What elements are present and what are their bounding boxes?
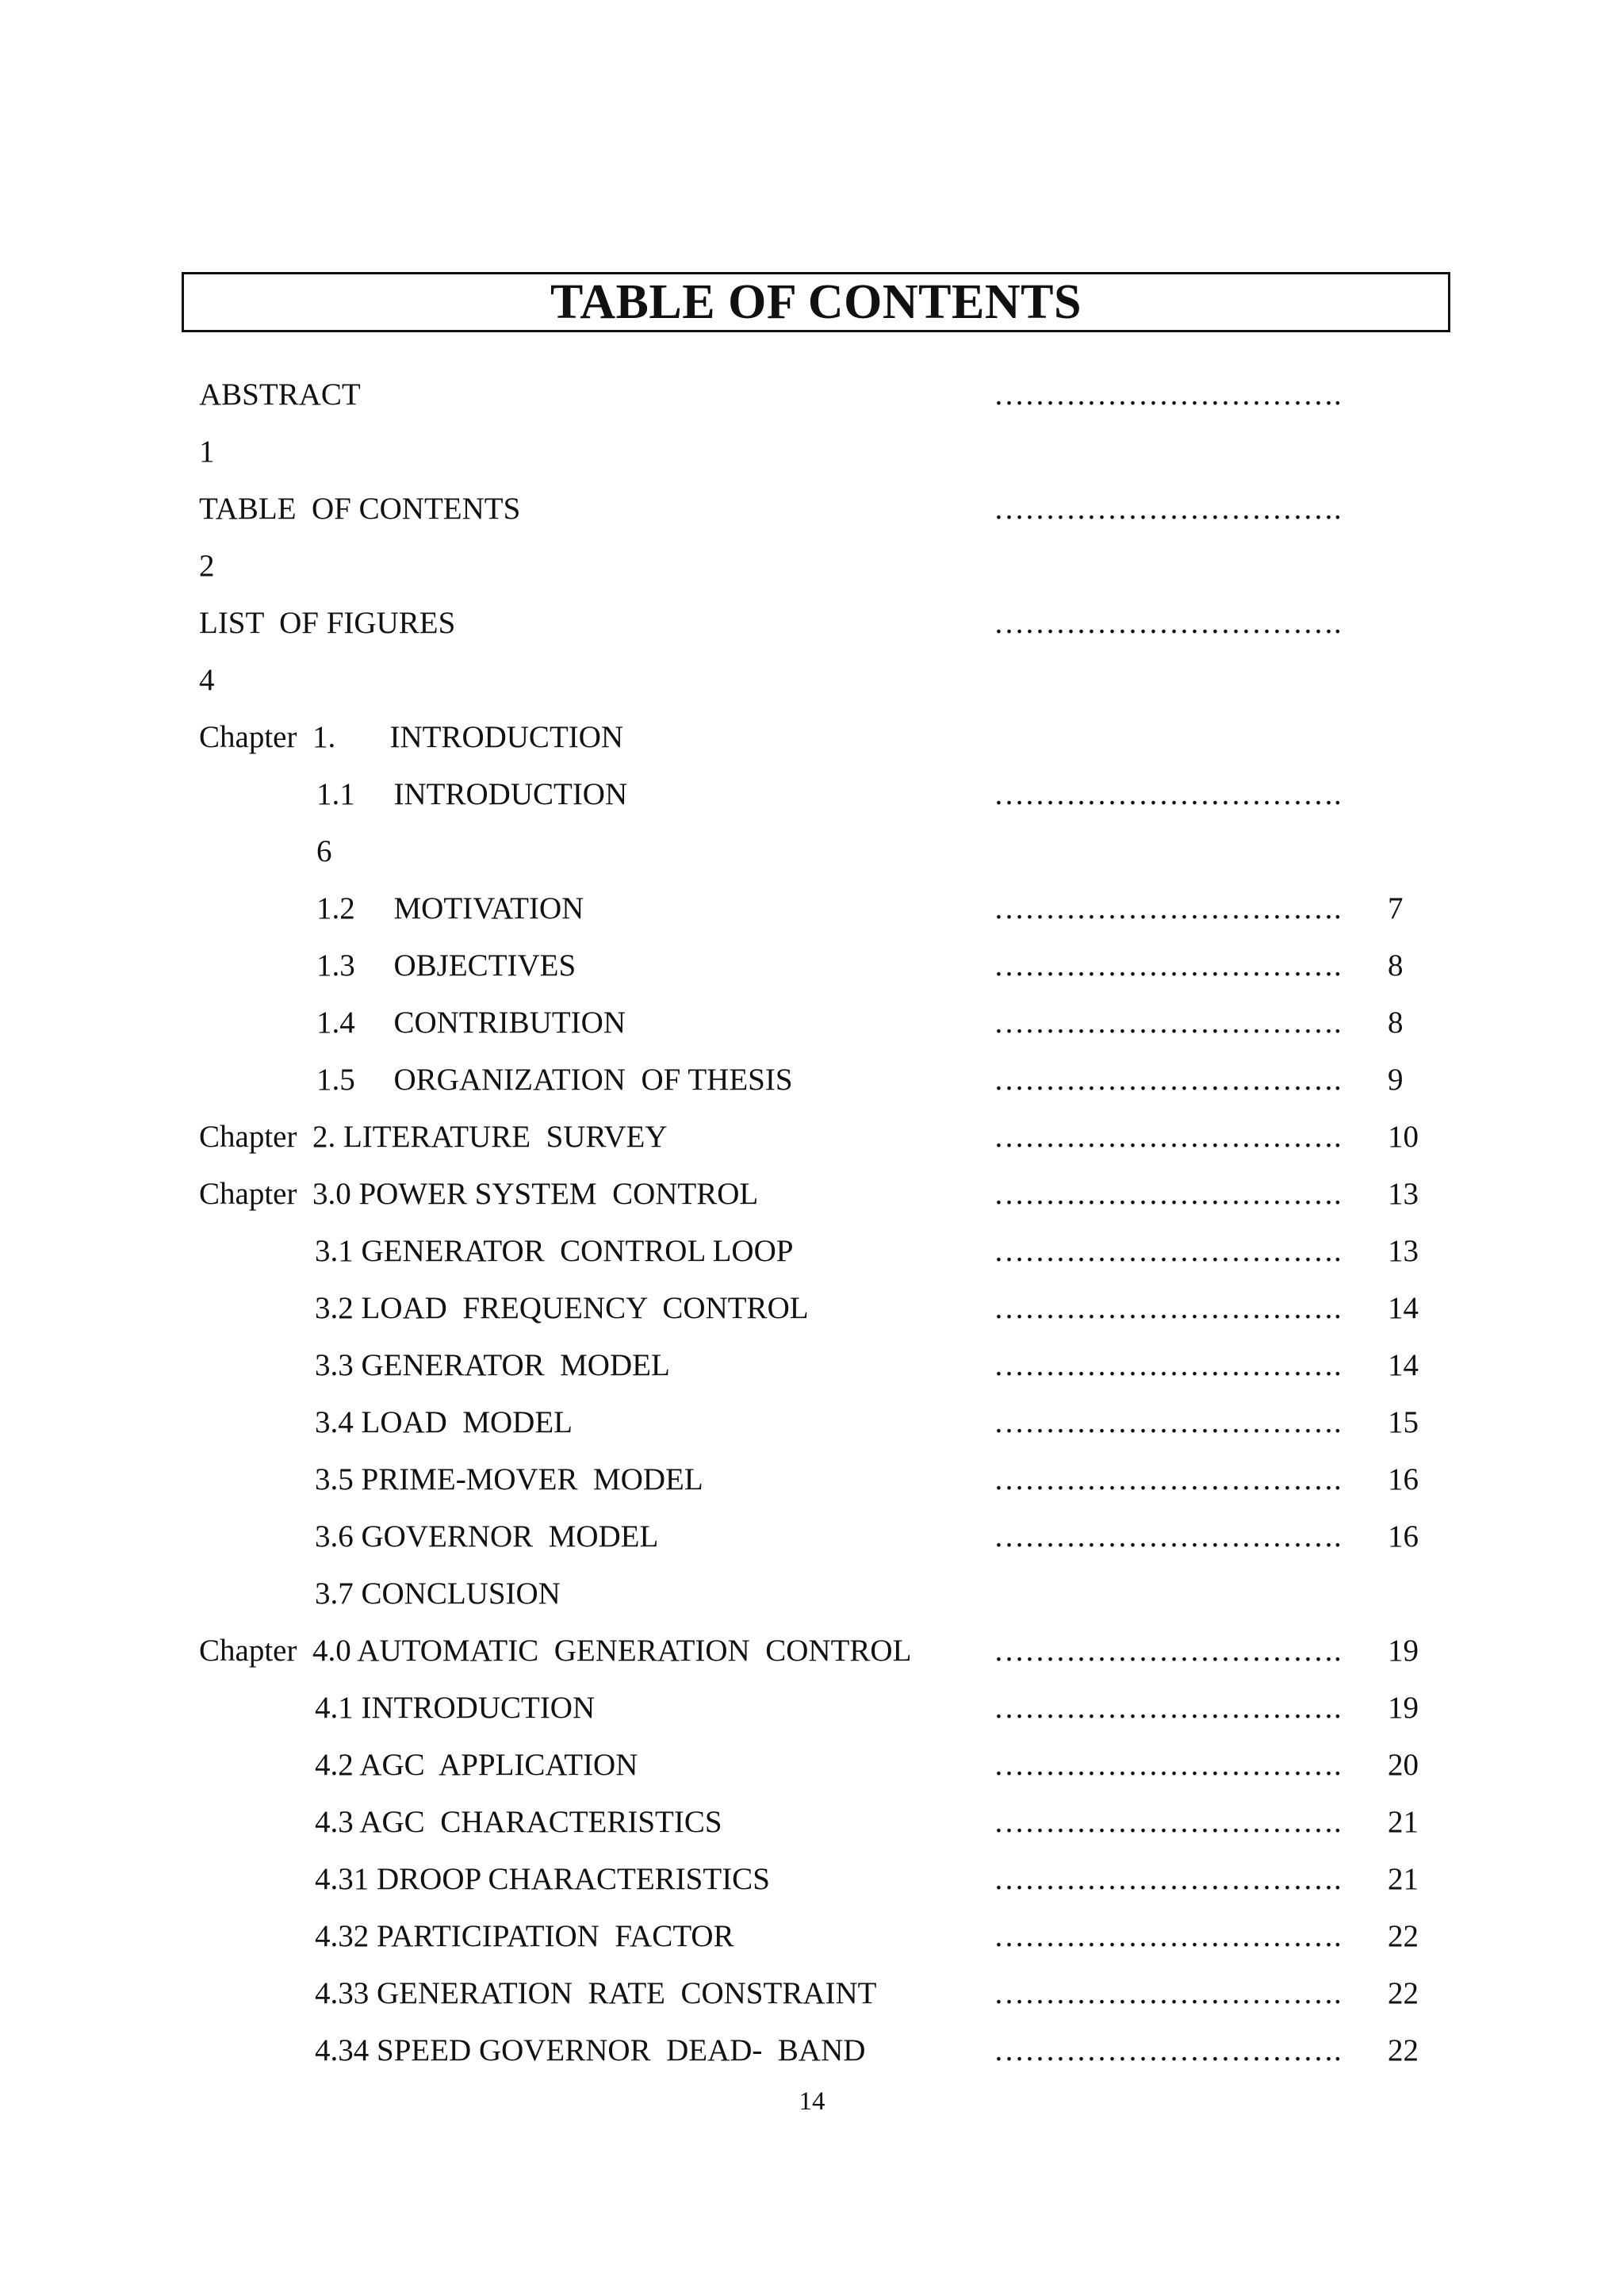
toc-entry-label: 4.1 INTRODUCTION — [315, 1691, 596, 1725]
toc-entry-label: 2 — [199, 549, 215, 583]
toc-entry-page: 21 — [1388, 1805, 1419, 1839]
toc-entry-page: 22 — [1388, 2033, 1419, 2067]
toc-entry-label: 4 — [199, 663, 215, 697]
toc-entry-page: 8 — [1388, 1006, 1404, 1040]
toc-entry-leader-dots: ……………………………. — [994, 1063, 1342, 1097]
toc-entry-page: 19 — [1388, 1634, 1419, 1668]
toc-entry-page: 22 — [1388, 1976, 1419, 2010]
toc-entry-label: 3.3 GENERATOR MODEL — [315, 1348, 670, 1382]
toc-entry-page: 13 — [1388, 1234, 1419, 1268]
toc-entry-label: 4.34 SPEED GOVERNOR DEAD- BAND — [315, 2033, 866, 2067]
toc-entry-label: Chapter 2. LITERATURE SURVEY — [199, 1120, 668, 1154]
toc-entry-leader-dots: ……………………………. — [994, 1976, 1342, 2010]
toc-entry-label: LIST OF FIGURES — [199, 606, 456, 640]
page-title: TABLE OF CONTENTS — [550, 274, 1082, 329]
toc-entry-label: 3.5 PRIME-MOVER MODEL — [315, 1462, 703, 1496]
toc-entry-label: 4.31 DROOP CHARACTERISTICS — [315, 1862, 770, 1896]
toc-entry-label: 1.3 OBJECTIVES — [316, 948, 576, 983]
toc-entry-label: TABLE OF CONTENTS — [199, 492, 521, 526]
toc-entry-label: 4.2 AGC APPLICATION — [315, 1748, 638, 1782]
toc-entry-label: 3.4 LOAD MODEL — [315, 1405, 573, 1439]
toc-entry-leader-dots: ……………………………. — [994, 1234, 1342, 1268]
toc-entry-page: 7 — [1388, 891, 1404, 925]
toc-entry-leader-dots: ……………………………. — [994, 777, 1342, 811]
toc-entry-leader-dots: ……………………………. — [994, 606, 1342, 640]
toc-entry-label: ABSTRACT — [199, 377, 361, 412]
toc-entry-page: 14 — [1388, 1348, 1419, 1382]
toc-entry-label: 4.33 GENERATION RATE CONSTRAINT — [315, 1976, 877, 2010]
toc-entry-leader-dots: ……………………………. — [994, 1748, 1342, 1782]
toc-entry-leader-dots: ……………………………. — [994, 1691, 1342, 1725]
toc-entry-leader-dots: ……………………………. — [994, 948, 1342, 983]
toc-entry-leader-dots: ……………………………. — [994, 1919, 1342, 1953]
toc-entry-page: 16 — [1388, 1519, 1419, 1554]
toc-entry-label: 4.32 PARTICIPATION FACTOR — [315, 1919, 734, 1953]
toc-entry-page: 16 — [1388, 1462, 1419, 1496]
toc-entry-page: 15 — [1388, 1405, 1419, 1439]
toc-entry-label: 3.1 GENERATOR CONTROL LOOP — [315, 1234, 794, 1268]
toc-entry-leader-dots: ……………………………. — [994, 1348, 1342, 1382]
toc-entry-label: 1.1 INTRODUCTION — [316, 777, 628, 811]
toc-entry-label: 1.2 MOTIVATION — [316, 891, 584, 925]
toc-entry-page: 14 — [1388, 1291, 1419, 1325]
toc-entry-label: 3.2 LOAD FREQUENCY CONTROL — [315, 1291, 809, 1325]
toc-entry-page: 9 — [1388, 1063, 1404, 1097]
toc-entry-leader-dots: ……………………………. — [994, 492, 1342, 526]
toc-entry-page: 10 — [1388, 1120, 1419, 1154]
toc-entry-leader-dots: ……………………………. — [994, 1805, 1342, 1839]
toc-entry-page: 8 — [1388, 948, 1404, 983]
toc-entry-leader-dots: ……………………………. — [994, 891, 1342, 925]
toc-entry-page: 22 — [1388, 1919, 1419, 1953]
toc-entry-page: 13 — [1388, 1177, 1419, 1211]
toc-entry-leader-dots: ……………………………. — [994, 1634, 1342, 1668]
toc-entry-label: 3.6 GOVERNOR MODEL — [315, 1519, 659, 1554]
toc-entry-page: 19 — [1388, 1691, 1419, 1725]
toc-entry-label: 1 — [199, 435, 215, 469]
toc-title-box — [182, 272, 1450, 332]
page-number: 14 — [799, 2087, 825, 2116]
toc-entry-leader-dots: ……………………………. — [994, 1405, 1342, 1439]
toc-entry-label: 3.7 CONCLUSION — [315, 1577, 561, 1611]
toc-entry-label: Chapter 1. INTRODUCTION — [199, 720, 624, 754]
toc-entry-leader-dots: ……………………………. — [994, 1462, 1342, 1496]
toc-entry-leader-dots: ……………………………. — [994, 1862, 1342, 1896]
toc-entry-leader-dots: ……………………………. — [994, 1177, 1342, 1211]
toc-entry-leader-dots: ……………………………. — [994, 1120, 1342, 1154]
toc-entry-leader-dots: ……………………………. — [994, 2033, 1342, 2067]
toc-entry-page: 21 — [1388, 1862, 1419, 1896]
toc-entry-label: 1.5 ORGANIZATION OF THESIS — [316, 1063, 793, 1097]
toc-entry-leader-dots: ……………………………. — [994, 1291, 1342, 1325]
toc-entry-label: 1.4 CONTRIBUTION — [316, 1006, 626, 1040]
toc-entry-leader-dots: ……………………………. — [994, 1006, 1342, 1040]
toc-entry-leader-dots: ……………………………. — [994, 1519, 1342, 1554]
toc-entry-label: Chapter 3.0 POWER SYSTEM CONTROL — [199, 1177, 759, 1211]
toc-entry-label: 6 — [316, 834, 332, 868]
toc-entry-label: 4.3 AGC CHARACTERISTICS — [315, 1805, 722, 1839]
toc-entry-label: Chapter 4.0 AUTOMATIC GENERATION CONTROL — [199, 1634, 912, 1668]
toc-entry-leader-dots: ……………………………. — [994, 377, 1342, 412]
toc-entry-page: 20 — [1388, 1748, 1419, 1782]
